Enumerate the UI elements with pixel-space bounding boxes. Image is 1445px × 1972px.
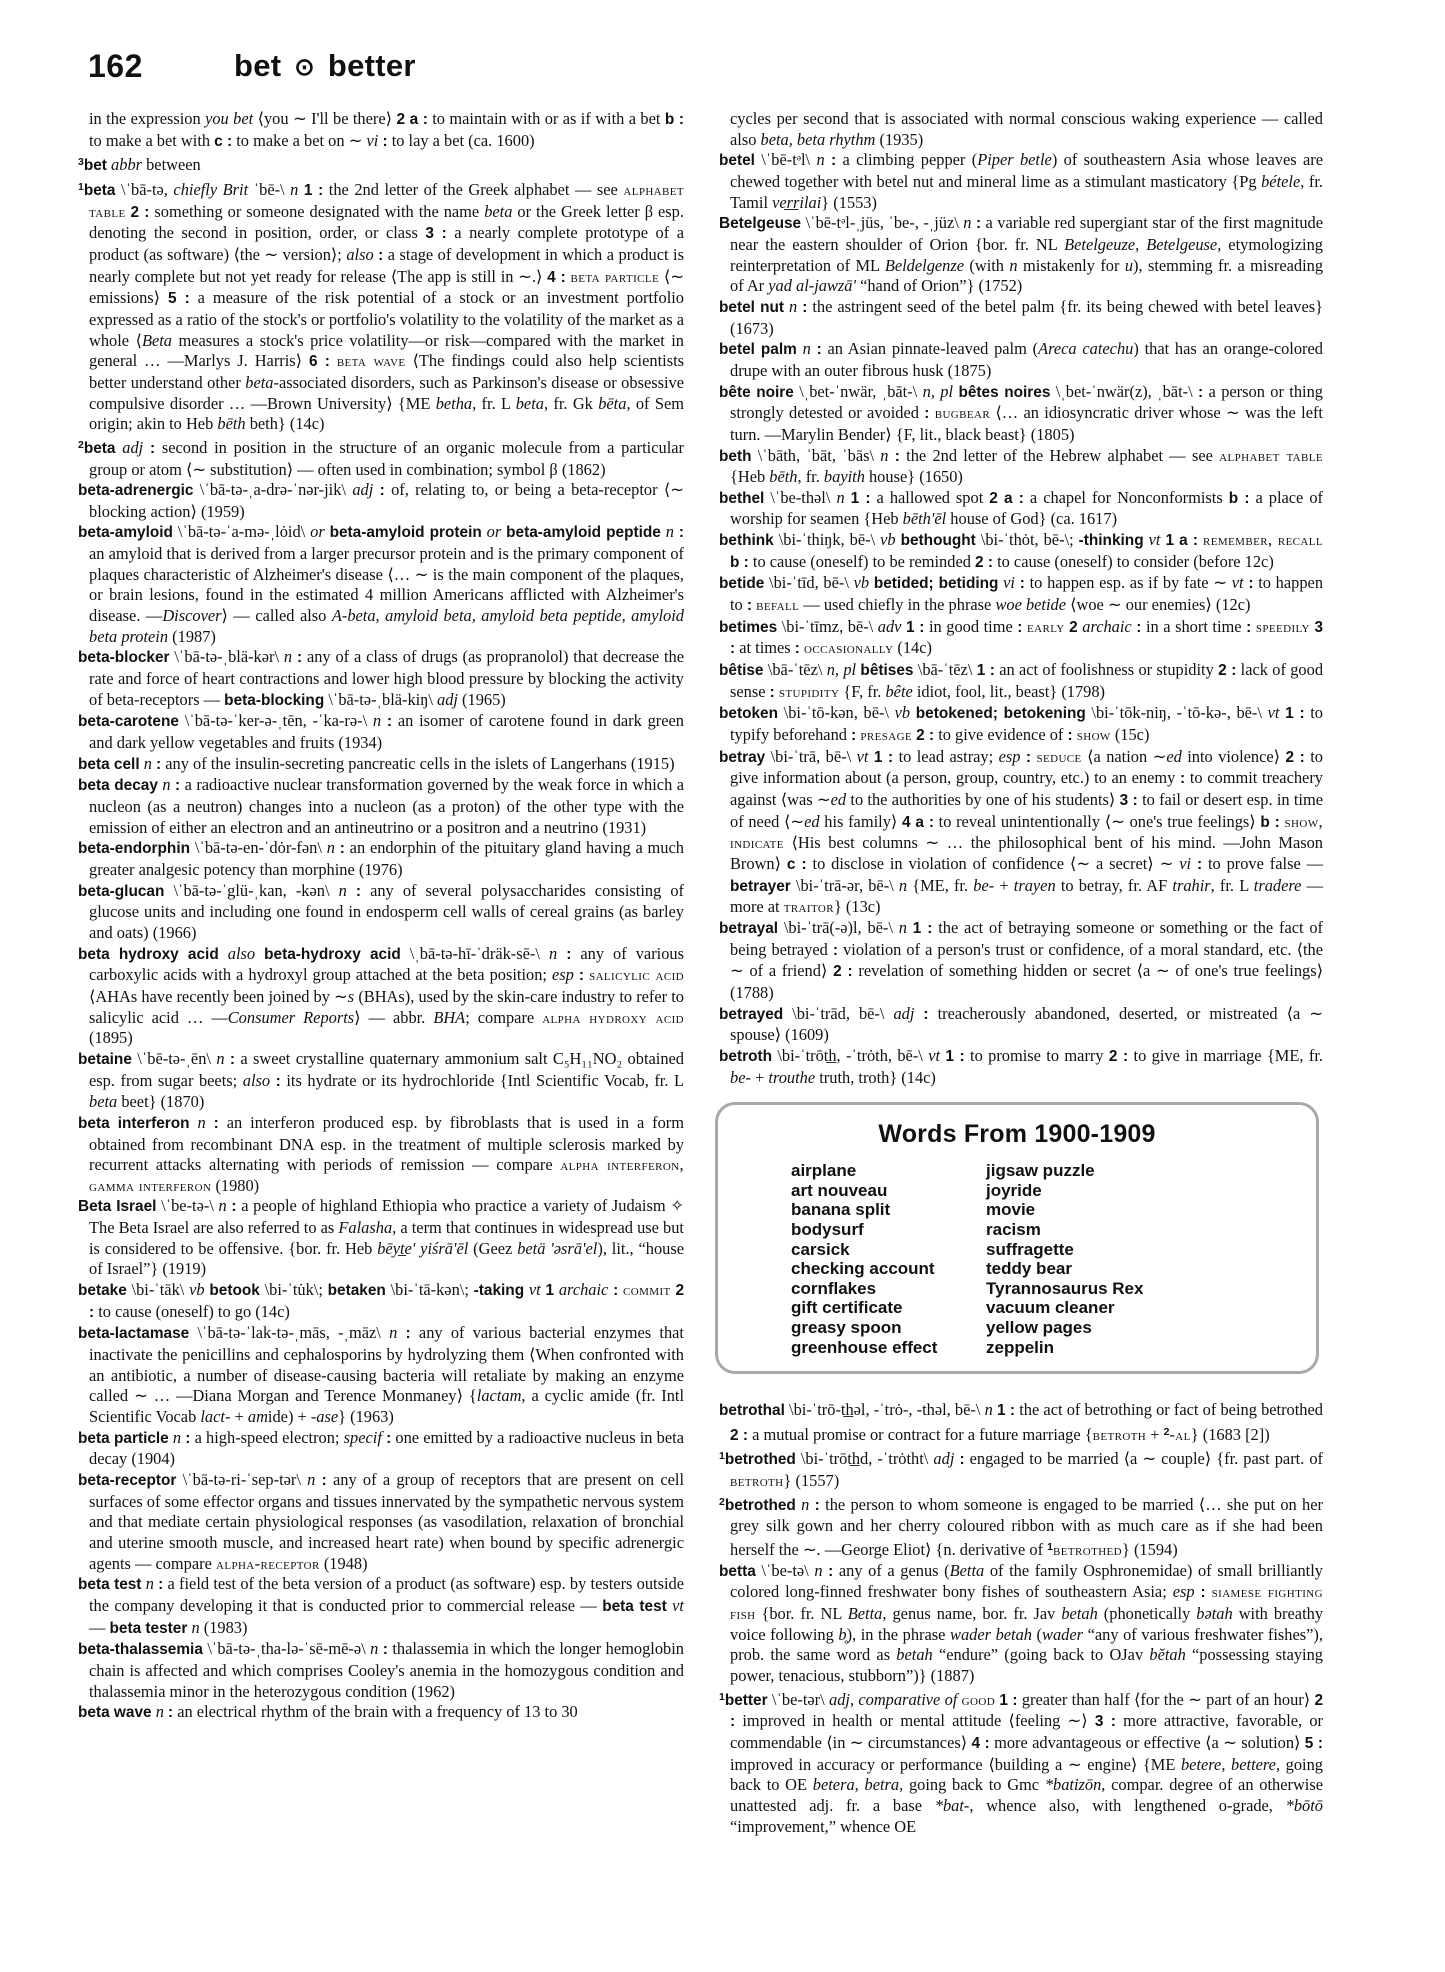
dictionary-entry: beta test n : a field test of the beta version of a product (as software) esp. by testers outside the company developing it that is conducted prior to commercial release — beta test vt — beta tester n (1983): [78, 1574, 684, 1637]
box-word: jigsaw puzzle: [986, 1161, 1095, 1181]
dictionary-entry: beta interferon n : an interferon produced esp. by fibroblasts that is used in a form obtained from recombinant DNA esp. in the treatment of multiple sclerosis marked by recurrent attacks alternating with periods of remission — compare alpha interferon, gamma interferon (1980): [78, 1112, 685, 1195]
dictionary-entry: beta-thalassemia \ˈbā-tə-ˌtha-lə-ˈsē-mē-ə\ n : thalassemia in which the longer hemoglobin chain is affected and which comprises Cooley's anemia in the homozygous condition and thalassemia minor in the heterozygous condition (1962): [78, 1639, 684, 1701]
dictionary-entry: $^2$beta adj : second in position in the structure of an organic molecule from a particular group or atom ⟨∼ substitution⟩ — often used in combination; symbol β (1862): [78, 437, 684, 479]
dictionary-entry: betta \ˈbe-tə\ n : any of a genus (Betta of the family Osphronemidae) of small brilliantly colored long-finned freshwater bony fishes of southeastern Asia; esp : siamese fighting fish {bor. fr. NL Betta, genus name, bor. fr. Jav betah (phonetically bətah with breathy voice following b̥), in the phrase wader betah (wader “any of various freshwater fishes”), prob. the same word as betah “endure” (going back to OJav bĕtah “possessing staying power, tenacious, stubborn”)} (1887): [719, 1560, 1324, 1685]
guide-separator-icon: ⊙: [294, 53, 315, 81]
dictionary-entry: betrothal \bi-ˈtrō-t͟həl, -ˈtrȯ-, -thəl, bē-\ n 1 : the act of betrothing or fact of being betrothed 2 : a mutual promise or contract for a future marriage {betroth + $^2$-al} (1683 [2]): [719, 1400, 1323, 1444]
box-word: racism: [986, 1219, 1041, 1239]
box-title: Words From 1900-1909: [878, 1120, 1156, 1149]
left-column: [70, 109, 684, 1724]
dictionary-entry: beta-adrenergic \ˈbā-tə-ˌa-drə-ˈnər-jik\ adj : of, relating to, or being a beta-receptor ⟨∼ blocking action⟩ (1959): [78, 480, 685, 521]
box-word: bodysurf: [791, 1219, 864, 1239]
dictionary-entry: betide \bi-ˈtīd, bē-\ vb betided; betiding vi : to happen esp. as if by fate ∼ vt : to happen to : befall — used chiefly in the phrase woe betide ⟨woe ∼ our enemies⟩ (12c): [719, 573, 1324, 615]
dictionary-entry: betimes \bi-ˈtīmz, bē-\ adv 1 : in good time : early 2 archaic : in a short time : speedily 3 : at times : occasionally (14c): [719, 616, 1323, 658]
dictionary-entry: beta-blocker \ˈbā-tə-ˌblä-kər\ n : any of a class of drugs (as propranolol) that decrease the rate and force of heart contractions and lower high blood pressure by blocking the activity of beta-receptors — beta-blocking \ˈbā-tə-ˌblä-kiŋ\ adj (1965): [78, 647, 684, 709]
box-word: suffragette: [986, 1239, 1074, 1259]
dictionary-entry: beta-lactamase \ˈbā-tə-ˈlak-tə-ˌmās, -ˌmāz\ n : any of various bacterial enzymes that inactivate the penicillins and cephalosporins by hydrolyzing them ⟨When confronted with an antibiotic, a number of disease-causing bacteria will retaliate by making an enzyme called ∼ … —Diana Morgan and Terence Monmaney⟩ {lactam, a cyclic amide (fr. Intl Scientific Vocab lact- + amide) + -ase} (1963): [78, 1323, 684, 1427]
box-word: banana split: [791, 1200, 891, 1220]
dictionary-entry: $^1$betrothed \bi-ˈtrōt͟hd, -ˈtrȯtht\ adj : engaged to be married ⟨a ∼ couple⟩ {fr. past part. of betroth} (1557): [719, 1449, 1324, 1491]
box-word: Tyrannosaurus Rex: [986, 1278, 1144, 1298]
dictionary-entry: bêtise \bā-ˈtēz\ n, pl bêtises \bā-ˈtēz\ 1 : an act of foolishness or stupidity 2 : lack of good sense : stupidity {F, fr. bête idiot, fool, lit., beast} (1798): [719, 660, 1324, 701]
dictionary-entry: Betelgeuse \ˈbē-tᵊl-ˌjüs, ˈbe-, -ˌjüz\ n : a variable red supergiant star of the first magnitude near the eastern shoulder of Orion {bor. fr. NL Betelgeuze, Betelgeuse, etymologizing reinterpretation of ML Beldelgenze (with n mistakenly for u), stemming fr. a misreading of Ar yad al-jawzā' “hand of Orion”} (1752): [719, 213, 1324, 296]
dictionary-entry: betel \ˈbē-tᵊl\ n : a climbing pepper (Piper betle) of southeastern Asia whose leaves are chewed together with betel nut and mineral lime as a stimulant masticatory {Pg bétele, fr. Tamil ver̲r̲ilai} (1553): [719, 150, 1323, 212]
dictionary-entry: beta cell n : any of the insulin-secreting pancreatic cells in the islets of Langerhans (1915): [78, 753, 675, 773]
dictionary-entry: beta wave n : an electrical rhythm of the brain with a frequency of 13 to 30: [78, 1702, 578, 1722]
dictionary-entry: betray \bi-ˈtrā, bē-\ vt 1 : to lead astray; esp : seduce ⟨a nation ∼ed into violence⟩ 2 : to give information about (a person, group, country, etc.) to an enemy : to commit treachery against ⟨was ∼ed to the authorities by one of his students⟩ 3 : to fail or desert esp. in time of need ⟨∼ed his family⟩ 4 a : to reveal unintentionally ⟨∼ one's true feelings⟩ b : show, indicate ⟨His best columns ∼ … the philosophical bent of his mind. —John Mason Brown⟩ c : to disclose in violation of confidence ⟨∼ a secret⟩ ∼ vi : to prove false — betrayer \bi-ˈtrā-ər, bē-\ n {ME, fr. be- + trayen to betray, fr. AF trahir, fr. L tradere — more at traitor} (13c): [719, 746, 1324, 917]
guide-words: [234, 48, 416, 84]
box-word: checking account: [791, 1259, 935, 1279]
dictionary-entry: beta-carotene \ˈbā-tə-ˈker-ə-ˌtēn, -ˈka-rə-\ n : an isomer of carotene found in dark green and dark yellow vegetables and fruits (1934): [78, 711, 684, 753]
dictionary-entry: betake \bi-ˈtāk\ vb betook \bi-ˈtu̇k\; betaken \bi-ˈtā-kən\; -taking vt 1 archaic : commit 2 : to cause (oneself) to go (14c): [78, 1280, 684, 1321]
box-word: art nouveau: [791, 1180, 888, 1200]
box-word: zeppelin: [986, 1337, 1055, 1357]
dictionary-entry: bethel \ˈbe-thəl\ n 1 : a hallowed spot 2 a : a chapel for Nonconformists b : a place of worship for seamen {Heb bēth'ēl house of God} (ca. 1617): [719, 487, 1323, 529]
box-word: teddy bear: [986, 1259, 1072, 1279]
box-word: gift certificate: [791, 1298, 903, 1318]
dictionary-entry: bête noire \ˌbet-ˈnwär, ˌbāt-\ n, pl bêtes noires \ˌbet-ˈnwär(z), ˌbāt-\ : a person or thing strongly detested or avoided : bugbear ⟨… an idiosyncratic driver whose ∼ was the left turn. —Marylin Bender⟩ {F, lit., black beast} (1805): [719, 381, 1323, 444]
box-word: greenhouse effect: [791, 1337, 938, 1357]
dictionary-entry: cycles per second that is associated with normal conscious waking experience — called also beta, beta rhythm (1935): [730, 109, 1323, 149]
dictionary-entry: $^2$betrothed n : the person to whom someone is engaged to be married ⟨… she put on her grey silk gown and her cherry coloured ribbon with as much care as if she had been herself the ∼. —George Eliot⟩ {n. derivative of $^1$betrothed} (1594): [719, 1494, 1323, 1560]
dictionary-entry: beta-endorphin \ˈbā-tə-en-ˈdȯr-fən\ n : an endorphin of the pituitary gland having a much greater analgesic potency than morphine (1976): [78, 838, 684, 879]
box-word: vacuum cleaner: [986, 1298, 1115, 1318]
dictionary-entry: in the expression you bet ⟨you ∼ I'll be there⟩ 2 a : to maintain with or as if with a bet b : to make a bet with c : to make a bet on ∼ vi : to lay a bet (ca. 1600): [89, 109, 684, 150]
dictionary-entry: betel nut n : the astringent seed of the betel palm {fr. its being chewed with betel leaves} (1673): [719, 296, 1323, 338]
dictionary-entry: beth \ˈbāth, ˈbāt, ˈbās\ n : the 2nd letter of the Hebrew alphabet — see alphabet table {Heb bēth, fr. bayith house} (1650): [719, 445, 1323, 487]
dictionary-entry: beta particle n : a high-speed electron; specif : one emitted by a radioactive nucleus in beta decay (1904): [78, 1427, 684, 1469]
words-from-1900-1909-box: [715, 1102, 1319, 1374]
dictionary-entry: beta decay n : a radioactive nuclear transformation governed by the weak force in which a nucleon (as a neutron) changes into a nucleon (as a proton) of the other type with the emission of either an electron and an antineutrino or a positron and a neutrino (1931): [78, 775, 684, 837]
dictionary-entry: betrayed \bi-ˈtrād, bē-\ adj : treacherously abandoned, deserted, or mistreated ⟨a ∼ spouse⟩ (1609): [719, 1003, 1323, 1045]
dictionary-entry: $^1$better \ˈbe-tər\ adj, comparative of good 1 : greater than half ⟨for the ∼ part of an hour⟩ 2 : improved in health or mental attitude ⟨feeling ∼⟩ 3 : more attractive, favorable, or commendable ⟨in ∼ circumstances⟩ 4 : more advantageous or effective ⟨a ∼ solution⟩ 5 : improved in accuracy or performance ⟨building a ∼ engine⟩ {ME betere, bettere, going back to OE betera, betra, going back to Gmc *batizōn, compar. degree of an otherwise unattested adj. fr. a base *bat-, whence also, with lengthened o-grade, *bōtō “improvement,” whence OE: [719, 1689, 1324, 1836]
dictionary-entry: bethink \bi-ˈthiŋk, bē-\ vb bethought \bi-ˈthȯt, bē-\; -thinking vt 1 a : remember, recall b : to cause (oneself) to be reminded 2 : to cause (oneself) to consider (before 12c): [719, 530, 1324, 571]
dictionary-entry: betel palm n : an Asian pinnate-leaved palm (Areca catechu) that has an orange-colored drupe with an outer fibrous husk (1875): [719, 339, 1323, 380]
dictionary-entry: beta hydroxy acid also beta-hydroxy acid \ˌbā-tə-hī-ˈdräk-sē-\ n : any of various carboxylic acids with a hydroxyl group attached at the beta position; esp : salicylic acid ⟨AHAs have recently been joined by ∼s (BHAs), used by the skin-care industry to refer to salicylic acid … —Consumer Reports⟩ — abbr. BHA; compare alpha hydroxy acid (1895): [78, 943, 685, 1048]
box-word: yellow pages: [986, 1317, 1092, 1337]
right-column-lower-entries: [711, 1400, 1323, 1837]
dictionary-entry: betrayal \bi-ˈtrā(-ə)l, bē-\ n 1 : the act of betraying someone or something or the fact of being betrayed : violation of a person's trust or confidence, of a moral standard, etc. ⟨the ∼ of a friend⟩ 2 : revelation of something hidden or secret ⟨a ∼ of one's true feelings⟩ (1788): [719, 917, 1323, 1002]
dictionary-entry: beta-glucan \ˈbā-tə-ˈglü-ˌkan, -kən\ n : any of several polysaccharides consisting of glucose units and including one found in endosperm cell walls of cereal grains (as barley and oats) (1966): [78, 880, 684, 942]
box-word-columns: [718, 1161, 1316, 1357]
box-word: airplane: [791, 1161, 857, 1181]
dictionary-entry: betroth \bi-ˈtrōt͟h, -ˈtrȯth, bē-\ vt 1 : to promise to marry 2 : to give in marriage {ME, fr. be- + trouthe truth, troth} (14c): [719, 1045, 1323, 1087]
dictionary-entry: beta-amyloid \ˈbā-tə-ˈa-mə-ˌlȯid\ or beta-amyloid protein or beta-amyloid peptide n : an amyloid that is derived from a larger precursor protein and is the primary component of plaques characteristic of Alzheimer's disease ⟨… ∼ is the main component of the plaques, or brain lesions, found in the estimated 4 million Americans afflicted with Alzheimer's disease. —Discover⟩ — called also A-beta, amyloid beta, amyloid beta peptide, amyloid beta protein (1987): [78, 522, 684, 646]
box-word: carsick: [791, 1239, 850, 1259]
dictionary-entry: betoken \bi-ˈtō-kən, bē-\ vb betokened; betokening \bi-ˈtōk-niŋ, -ˈtō-kə-, bē-\ vt 1 : to typify beforehand : presage 2 : to give evidence of : show (15c): [719, 703, 1323, 745]
box-word: joyride: [986, 1180, 1042, 1200]
box-word: movie: [986, 1200, 1036, 1220]
box-word-list-right: [986, 1161, 1143, 1357]
dictionary-entry: $^3$bet abbr between: [78, 155, 201, 175]
dictionary-entry: beta-receptor \ˈbā-tə-ri-ˈsep-tər\ n : any of a group of receptors that are present on cell surfaces of some effector organs and tissues innervated by the sympathetic nervous system and that mediate certain physiological responses (as vasodilation, relaxation of bronchial and uterine smooth muscle, and increased heart rate) when bound by specific adrenergic agents — compare alpha-receptor (1948): [78, 1470, 685, 1573]
box-word: greasy spoon: [791, 1317, 902, 1337]
right-column-upper-entries: [711, 109, 1323, 1088]
dictionary-entry: $^1$beta \ˈbā-tə, chiefly Brit ˈbē-\ n 1 : the 2nd letter of the Greek alphabet — see alphabet table 2 : something or someone designated with the name beta or the Greek letter β esp. denoting the second in position, order, or class 3 : a nearly complete prototype of a product (as software) ⟨the ∼ version⟩; also : a stage of development in which a product is nearly complete but not yet ready for release ⟨The app is still in ∼.⟩ 4 : beta particle ⟨∼ emissions⟩ 5 : a measure of the risk potential of a stock or an investment portfolio expressed as a ratio of the stock's or portfolio's volatility to the volatility of the market as a whole ⟨Beta measures a stock's price volatility—or risk—compared with the market in general … —Marlys J. Harris⟩ 6 : beta wave ⟨The findings could also help scientists better understand other beta-associated disorders, such as Parkinson's disease or obsessive compulsive disorder … —Brown University⟩ {ME betha, fr. L beta, fr. Gk bēta, of Sem origin; akin to Heb bēth beth} (14c): [78, 179, 685, 434]
page-number: 162: [88, 48, 143, 84]
box-word: cornflakes: [791, 1278, 877, 1298]
dictionary-entry: betaine \ˈbē-tə-ˌēn\ n : a sweet crystalline quaternary ammonium salt C₅H₁₁NO₂ obtained esp. from sugar beets; also : its hydrate or its hydrochloride {Intl Scientific Vocab, fr. L beta beet} (1870): [78, 1048, 685, 1112]
box-word-list-left: [791, 1161, 986, 1357]
guide-word-left: bet: [234, 48, 282, 83]
right-column: [711, 109, 1323, 1837]
dictionary-entry: Beta Israel \ˈbe-tə-\ n : a people of highland Ethiopia who practice a variety of Judaism ✧ The Beta Israel are also referred to as Falasha, a term that continues in widespread use but is considered to be offensive. {bor. fr. Heb bēyt̲e' yiśrā'ēl (Geez betä 'əsrā'el), lit., “house of Israel”} (1919): [78, 1196, 685, 1279]
guide-word-right: better: [327, 48, 416, 83]
